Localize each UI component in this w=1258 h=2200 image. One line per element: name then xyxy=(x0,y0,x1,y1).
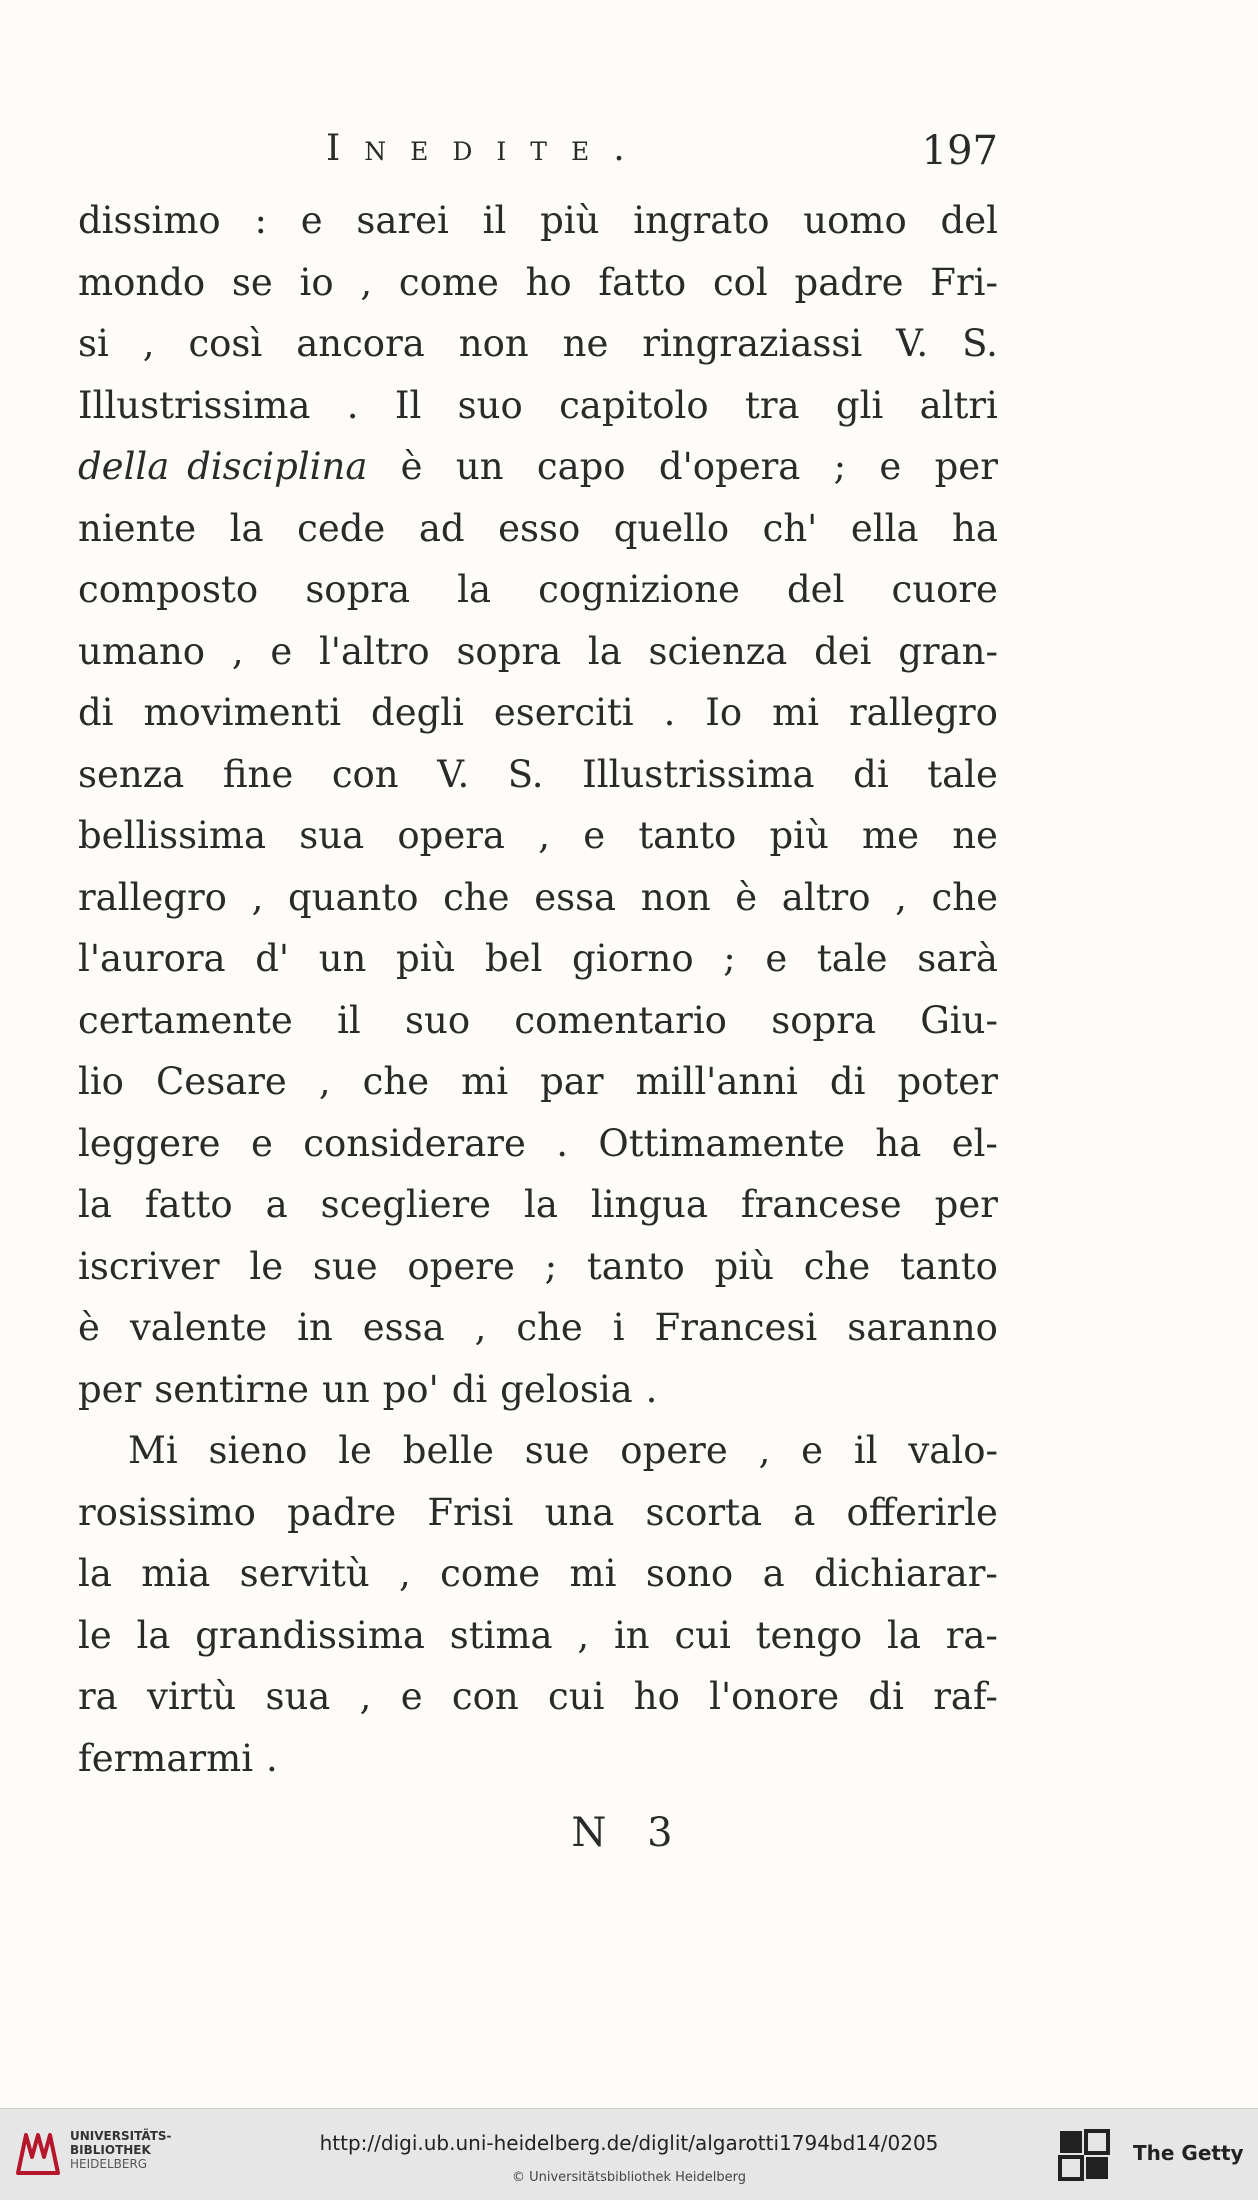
word: ; xyxy=(544,1244,558,1288)
word: più xyxy=(396,937,456,980)
word: . xyxy=(265,1736,278,1780)
word: tengo xyxy=(755,1613,863,1657)
word: i xyxy=(612,1306,625,1349)
word: saranno xyxy=(847,1306,998,1349)
word: , xyxy=(758,1429,771,1472)
word: , xyxy=(474,1306,487,1349)
word: la xyxy=(587,629,622,673)
word: ne xyxy=(952,814,998,857)
text-line xyxy=(78,1359,998,1421)
word: un xyxy=(318,937,367,980)
text-line xyxy=(78,867,998,929)
text-line xyxy=(78,682,998,744)
word: virtù xyxy=(147,1675,237,1718)
word: Fri- xyxy=(930,260,998,304)
word: del xyxy=(940,199,998,242)
word: la xyxy=(886,1613,921,1657)
permalink-url[interactable]: http://digi.ub.uni-heidelberg.de/diglit/algarotti1794bd14/0205 xyxy=(319,2131,939,2155)
word: par xyxy=(540,1060,604,1103)
word: e xyxy=(583,814,606,857)
word: che xyxy=(362,1060,430,1103)
word: per xyxy=(78,1367,142,1411)
word: servitù xyxy=(239,1552,370,1595)
word: le xyxy=(78,1613,112,1657)
word: così xyxy=(188,322,263,365)
word: sua xyxy=(265,1675,331,1718)
text-line xyxy=(78,1420,998,1482)
word: comentario xyxy=(514,998,727,1042)
word: con xyxy=(331,752,399,796)
text-line xyxy=(78,928,998,990)
signature-mark: N 3 xyxy=(571,1810,687,1856)
word: movimenti xyxy=(143,691,342,734)
page-header xyxy=(78,128,998,188)
word: il xyxy=(337,998,361,1042)
word: Frisi xyxy=(427,1490,514,1534)
word: un xyxy=(455,445,504,488)
word: , xyxy=(895,875,907,919)
word: sopra xyxy=(771,998,876,1042)
text-line xyxy=(78,1728,998,1790)
word: la xyxy=(457,568,492,611)
word: per xyxy=(934,1183,998,1226)
word: sarà xyxy=(917,937,998,980)
word: stima xyxy=(449,1613,553,1657)
word: mi xyxy=(569,1552,617,1595)
word: . xyxy=(556,1121,568,1165)
word: ancora xyxy=(296,322,425,365)
text-line xyxy=(78,1666,998,1728)
word: più xyxy=(769,814,829,857)
word: sieno xyxy=(208,1429,308,1472)
word: eserciti xyxy=(493,691,634,734)
word: lingua xyxy=(590,1183,708,1226)
word: e xyxy=(879,445,902,488)
text-line xyxy=(78,621,998,683)
word: e xyxy=(270,629,293,673)
word: padre xyxy=(794,260,904,304)
word: e xyxy=(300,199,323,242)
word: offerirle xyxy=(846,1490,998,1534)
word: degli xyxy=(371,691,464,734)
word: ho xyxy=(525,260,572,304)
word: più xyxy=(714,1244,774,1288)
running-title: Inedite. xyxy=(326,128,649,169)
word: di xyxy=(868,1675,904,1718)
word: . xyxy=(663,691,676,734)
word: bel xyxy=(485,937,543,980)
word: poter xyxy=(897,1060,998,1103)
word: capo xyxy=(536,445,626,488)
word: ra- xyxy=(945,1613,998,1657)
word: è xyxy=(400,445,423,488)
text-line xyxy=(78,190,998,252)
text-line xyxy=(78,313,998,375)
word: cui xyxy=(674,1613,731,1657)
word: ha xyxy=(875,1121,922,1165)
word: sue xyxy=(312,1244,378,1288)
word: , xyxy=(359,1675,372,1718)
word: . xyxy=(645,1367,658,1411)
word: V. xyxy=(437,752,470,796)
word: considerare xyxy=(303,1121,526,1165)
word: altri xyxy=(919,383,998,427)
word: gli xyxy=(835,383,884,427)
word: , xyxy=(399,1552,411,1595)
word: sono xyxy=(645,1552,734,1595)
word: Il xyxy=(394,383,422,427)
word: , xyxy=(142,322,155,365)
word: cuore xyxy=(891,568,998,611)
word: rosissimo xyxy=(78,1490,256,1534)
word: la xyxy=(229,506,264,550)
word: ha xyxy=(952,506,998,550)
word: Francesi xyxy=(654,1306,818,1349)
word: d'opera xyxy=(658,445,801,488)
text-line xyxy=(78,252,998,314)
word: col xyxy=(712,260,768,304)
text-line xyxy=(78,1051,998,1113)
word: che xyxy=(803,1244,871,1288)
word: certamente xyxy=(78,998,293,1042)
word: sue xyxy=(524,1429,590,1472)
word: fatto xyxy=(598,260,687,304)
word: sarei xyxy=(356,199,449,242)
word: valente xyxy=(129,1306,268,1349)
word: lio xyxy=(78,1060,124,1103)
word: l'onore xyxy=(709,1675,840,1718)
word: gran- xyxy=(898,629,998,673)
text-line xyxy=(78,375,998,437)
word: di xyxy=(78,691,114,734)
word: le xyxy=(338,1429,372,1472)
word: in xyxy=(297,1306,333,1349)
word: e xyxy=(765,937,788,980)
word: gelosia xyxy=(500,1367,633,1411)
word: della disciplina xyxy=(78,445,368,488)
word: scegliere xyxy=(320,1183,492,1226)
word: il xyxy=(482,199,507,242)
word: capitolo xyxy=(559,383,709,427)
word: non xyxy=(640,875,711,919)
word: scienza xyxy=(648,629,788,673)
text-line xyxy=(78,1605,998,1667)
getty-logo-icon xyxy=(1058,2129,1110,2181)
word: altro xyxy=(781,875,871,919)
word: Ottimamente xyxy=(598,1121,846,1165)
word: senza xyxy=(78,752,185,796)
word: essa xyxy=(534,875,617,919)
text-line xyxy=(78,744,998,806)
word: raf- xyxy=(933,1675,998,1718)
copyright-notice: © Universitätsbibliothek Heidelberg xyxy=(511,2170,746,2185)
word: fatto xyxy=(144,1183,233,1226)
word: ; xyxy=(723,937,736,980)
word: , xyxy=(538,814,550,857)
text-line xyxy=(78,1543,998,1605)
word: grandissima xyxy=(195,1613,425,1657)
word: uomo xyxy=(803,199,907,242)
word: sopra xyxy=(305,568,411,611)
word: po' xyxy=(382,1367,439,1411)
word: opere xyxy=(407,1244,515,1288)
word: di xyxy=(451,1367,488,1411)
word: scorta xyxy=(645,1490,763,1534)
word: tra xyxy=(744,383,800,427)
word: padre xyxy=(287,1490,397,1534)
word: è xyxy=(735,875,758,919)
word: per xyxy=(934,445,998,488)
word: . xyxy=(346,383,359,427)
word: Cesare xyxy=(155,1060,287,1103)
word: la xyxy=(136,1613,171,1657)
viewer-footer xyxy=(0,2108,1258,2200)
word: Illustrissima xyxy=(78,383,311,427)
text-line xyxy=(78,1297,998,1359)
word: più xyxy=(540,199,600,242)
word: cede xyxy=(297,506,386,550)
word: opera xyxy=(397,814,505,857)
word: , xyxy=(360,260,373,304)
word: , xyxy=(231,629,244,673)
word: Mi xyxy=(128,1429,178,1472)
word: ; xyxy=(833,445,847,488)
word: le xyxy=(249,1244,284,1288)
word: quanto xyxy=(287,875,419,919)
word: dissimo xyxy=(78,199,221,242)
word: , xyxy=(577,1613,590,1657)
word: giorno xyxy=(572,937,694,980)
word: che xyxy=(443,875,510,919)
word: tale xyxy=(927,752,998,796)
word: una xyxy=(544,1490,615,1534)
partner-name: The Getty xyxy=(1133,2141,1244,2165)
page-number: 197 xyxy=(921,128,998,174)
word: fine xyxy=(222,752,294,796)
word: mi xyxy=(461,1060,509,1103)
word: ra xyxy=(78,1675,118,1718)
word: la xyxy=(78,1183,112,1226)
word: S. xyxy=(507,752,544,796)
word: bellissima xyxy=(78,814,267,857)
text-line xyxy=(78,1482,998,1544)
word: non xyxy=(458,322,529,365)
word: essa xyxy=(362,1306,445,1349)
word: che xyxy=(931,875,998,919)
word: dichiarar- xyxy=(814,1552,998,1595)
word: me xyxy=(862,814,919,857)
word: , xyxy=(318,1060,331,1103)
word: a xyxy=(762,1552,785,1595)
word: con xyxy=(451,1675,519,1718)
word: : xyxy=(254,199,267,242)
word: ringraziassi xyxy=(642,322,863,365)
word: e xyxy=(250,1121,273,1165)
word: iscriver xyxy=(78,1244,220,1288)
word: tanto xyxy=(638,814,737,857)
word: tanto xyxy=(586,1244,685,1288)
word: Illustrissima xyxy=(582,752,815,796)
word: ch' xyxy=(762,506,818,550)
word: se xyxy=(231,260,273,304)
word: valo- xyxy=(908,1429,998,1472)
word: suo xyxy=(405,998,471,1042)
word: e xyxy=(801,1429,824,1472)
word: sentirne xyxy=(154,1367,310,1411)
word: l'altro xyxy=(318,629,430,673)
text-line xyxy=(78,805,998,867)
word: si xyxy=(78,322,109,365)
word: suo xyxy=(457,383,523,427)
word: leggere xyxy=(78,1121,221,1165)
word: rallegro xyxy=(848,691,998,734)
word: la xyxy=(78,1552,112,1595)
word: umano xyxy=(78,629,206,673)
word: tanto xyxy=(900,1244,998,1288)
word: mondo xyxy=(78,260,206,304)
word: la xyxy=(524,1183,558,1226)
text-line xyxy=(78,559,998,621)
word: cui xyxy=(548,1675,605,1718)
word: tale xyxy=(816,937,888,980)
word: del xyxy=(786,568,845,611)
word: ad xyxy=(418,506,465,550)
word: Io xyxy=(705,691,743,734)
library-name: UNIVERSITÄTS- BIBLIOTHEK HEIDELBERG xyxy=(70,2129,172,2171)
text-line xyxy=(78,990,998,1052)
word: sopra xyxy=(456,629,562,673)
word: cognizione xyxy=(538,568,740,611)
text-line xyxy=(78,1236,998,1298)
word: è xyxy=(78,1306,100,1349)
word: ingrato xyxy=(633,199,770,242)
word: ho xyxy=(633,1675,680,1718)
body-text xyxy=(78,190,998,1789)
word: come xyxy=(440,1552,541,1595)
word: el- xyxy=(951,1121,998,1165)
word: sua xyxy=(299,814,365,857)
word: e xyxy=(400,1675,423,1718)
word: , xyxy=(251,875,264,919)
word: mi xyxy=(772,691,820,734)
word: ella xyxy=(850,506,919,550)
word: francese xyxy=(740,1183,902,1226)
word: un xyxy=(322,1367,370,1411)
word: io xyxy=(299,260,334,304)
word: che xyxy=(516,1306,583,1349)
word: ne xyxy=(562,322,609,365)
word: composto xyxy=(78,568,259,611)
text-line xyxy=(78,498,998,560)
word: opere xyxy=(620,1429,728,1472)
word: esso xyxy=(498,506,581,550)
word: come xyxy=(398,260,499,304)
word: fermarmi xyxy=(78,1736,254,1780)
text-line xyxy=(78,1174,998,1236)
word: a xyxy=(265,1183,288,1226)
text-line xyxy=(78,436,998,498)
word: il xyxy=(853,1429,878,1472)
word: di xyxy=(829,1060,866,1103)
word: di xyxy=(853,752,889,796)
word: rallegro xyxy=(78,875,227,919)
word: dei xyxy=(814,629,872,673)
word: mill'anni xyxy=(635,1060,798,1103)
word: mia xyxy=(141,1552,211,1595)
word: quello xyxy=(613,506,730,550)
text-line xyxy=(78,1113,998,1175)
word: a xyxy=(793,1490,816,1534)
word: V. xyxy=(896,322,929,365)
word: Giu- xyxy=(920,998,998,1042)
word: S. xyxy=(962,322,998,365)
word: l'aurora xyxy=(78,937,226,980)
word: belle xyxy=(402,1429,494,1472)
word: d' xyxy=(255,937,290,980)
word: niente xyxy=(78,506,197,550)
word: in xyxy=(613,1613,650,1657)
